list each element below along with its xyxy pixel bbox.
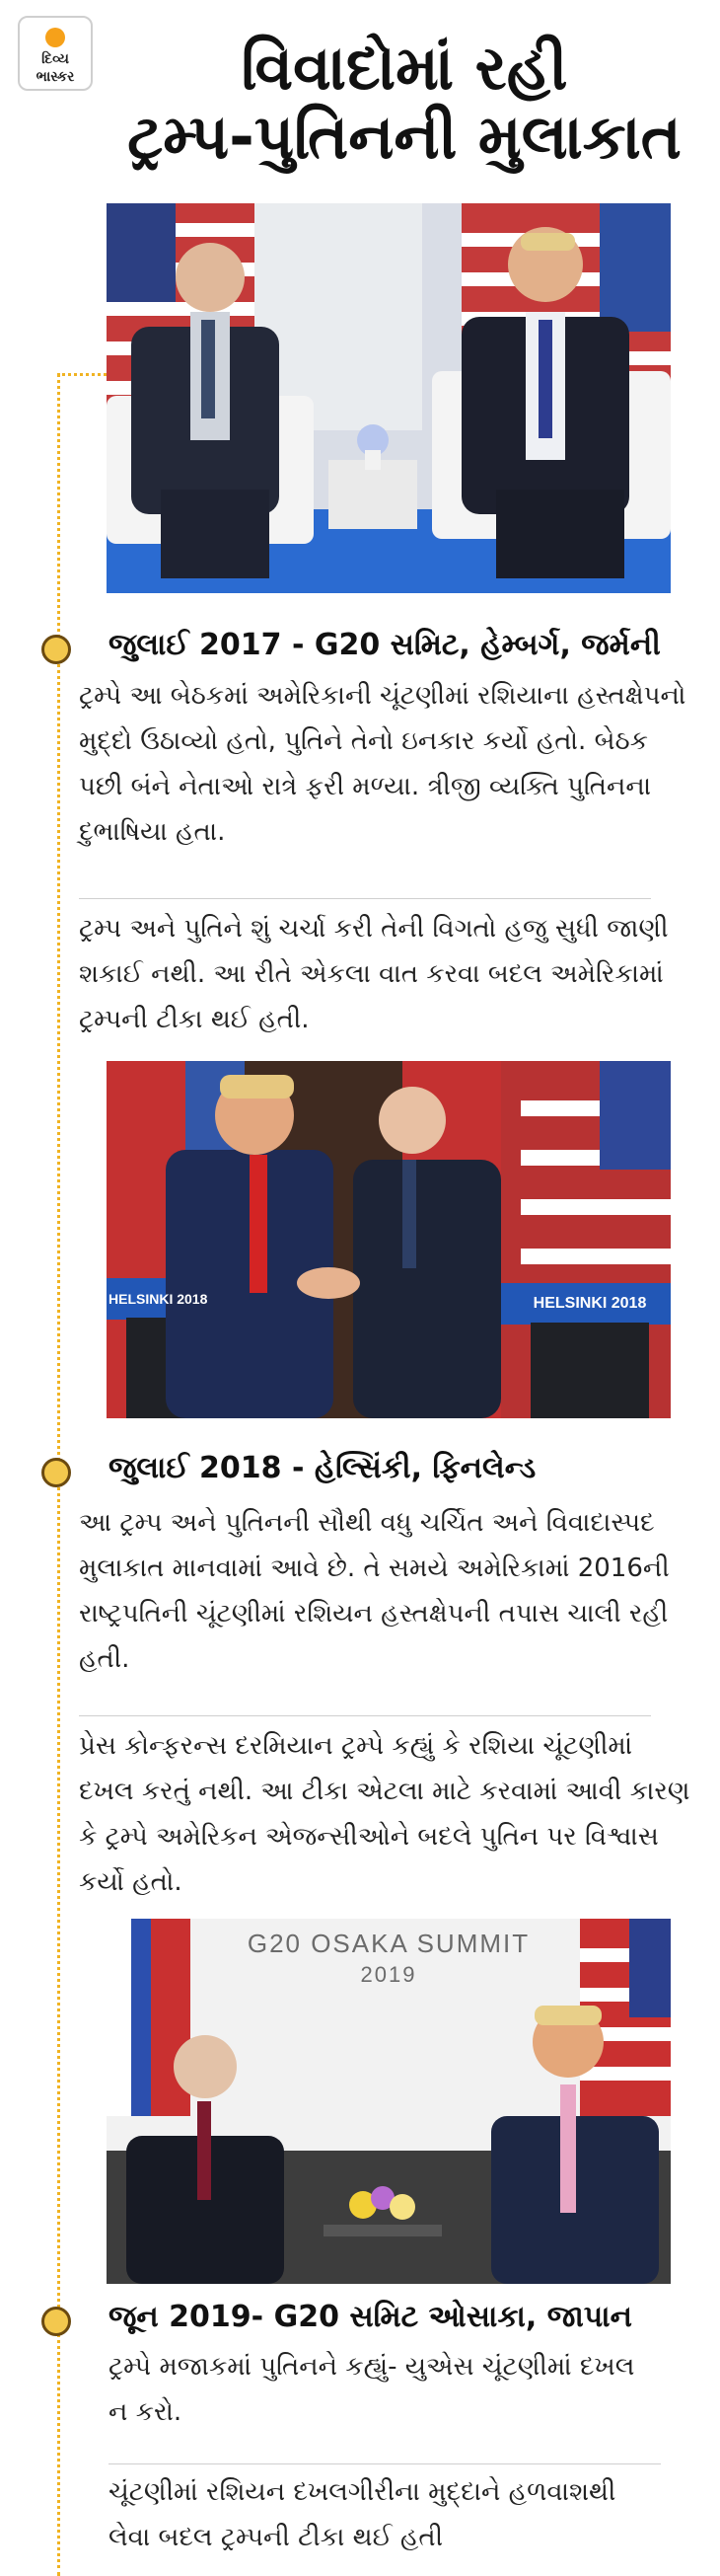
podium-sign-left: HELSINKI 2018 bbox=[108, 1291, 208, 1307]
timeline-dot bbox=[41, 2307, 71, 2336]
summit-banner-title: G20 OSAKA SUMMIT bbox=[247, 1929, 531, 1958]
logo-text-line2: ભાસ્કર bbox=[36, 69, 75, 85]
podium-sign-right: HELSINKI 2018 bbox=[533, 1295, 647, 1312]
timeline-dot bbox=[41, 635, 71, 664]
divider bbox=[108, 2463, 661, 2464]
timeline-connector bbox=[57, 373, 107, 376]
brand-logo bbox=[18, 16, 93, 91]
summit-banner-year: 2019 bbox=[360, 1962, 417, 1987]
divider bbox=[79, 1715, 651, 1716]
event-text: ટ્રમ્પ અને પુતિને શું ચર્ચા કરી તેની વિગતો હજુ સુધી જાણી શકાઈ નથી. આ રીતે એકલા વાત કરવા બદલ અમેરિકામાં ટ્રમ્પની ટીકા થઈ હતી. bbox=[79, 914, 669, 1034]
event-text: ટ્રમ્પે આ બેઠકમાં અમેરિકાની ચૂંટણીમાં રશિયાના હસ્તક્ષેપનો મુદ્દો ઉઠાવ્યો હતો, પુતિને તેનો ઇનકાર કર્યો હતો. બેઠક પછી બંને નેતાઓ રાત્રે ફરી મળ્યા. ત્રીજી વ્યક્તિ પુતિનના દુભાષિયા હતા. bbox=[79, 681, 686, 847]
event-heading: જુલાઈ 2018 - હેલ્સિંકી, ફિનલેન્ડ bbox=[108, 1451, 537, 1485]
event-text: પ્રેસ કોન્ફરન્સ દરમિયાન ટ્રમ્પે કહ્યું કે રશિયા ચૂંટણીમાં દખલ કરતું નથી. આ ટીકા એટલા માટે કરવામાં આવી કારણ કે ટ્રમ્પે અમેરિકન એજન્સીઓને બદલે પુતિન પર વિશ્વાસ કર્યો હતો. bbox=[79, 1731, 690, 1897]
logo-text-line1: દિવ્ય bbox=[41, 51, 69, 67]
divider bbox=[79, 898, 651, 899]
page-title-line1: વિવાદોમાં રહી bbox=[241, 32, 568, 104]
page-title-line2: ટ્રમ્પ-પુતિનની મુલાકાત bbox=[127, 101, 682, 173]
event-text: ચૂંટણીમાં રશિયન દખલગીરીના મુદ્દાને હળવાશથી લેવા બદલ ટ્રમ્પની ટીકા થઈ હતી bbox=[108, 2477, 616, 2552]
photo-hamburg-meeting bbox=[107, 203, 671, 593]
event-text: આ ટ્રમ્પ અને પુતિનની સૌથી વધુ ચર્ચિત અને વિવાદાસ્પદ મુલાકાત માનવામાં આવે છે. તે સમયે અમેરિકામાં 2016ની રાષ્ટ્રપતિની ચૂંટણીમાં રશિયન હસ્તક્ષેપની તપાસ ચાલી રહી હતી. bbox=[79, 1508, 670, 1674]
sun-icon bbox=[45, 28, 65, 47]
event-text: ટ્રમ્પે મજાકમાં પુતિનને કહ્યું- યુએસ ચૂંટણીમાં દખલ ન કરો. bbox=[108, 2352, 635, 2427]
photo-helsinki-meeting bbox=[107, 1061, 671, 1418]
event-heading: જૂન 2019- G20 સમિટ ઓસાકા, જાપાન bbox=[108, 2300, 632, 2334]
event-heading: જુલાઈ 2017 - G20 સમિટ, હેમ્બર્ગ, જર્મની bbox=[108, 628, 661, 662]
photo-osaka-meeting bbox=[107, 1919, 671, 2284]
timeline-dot bbox=[41, 1458, 71, 1487]
